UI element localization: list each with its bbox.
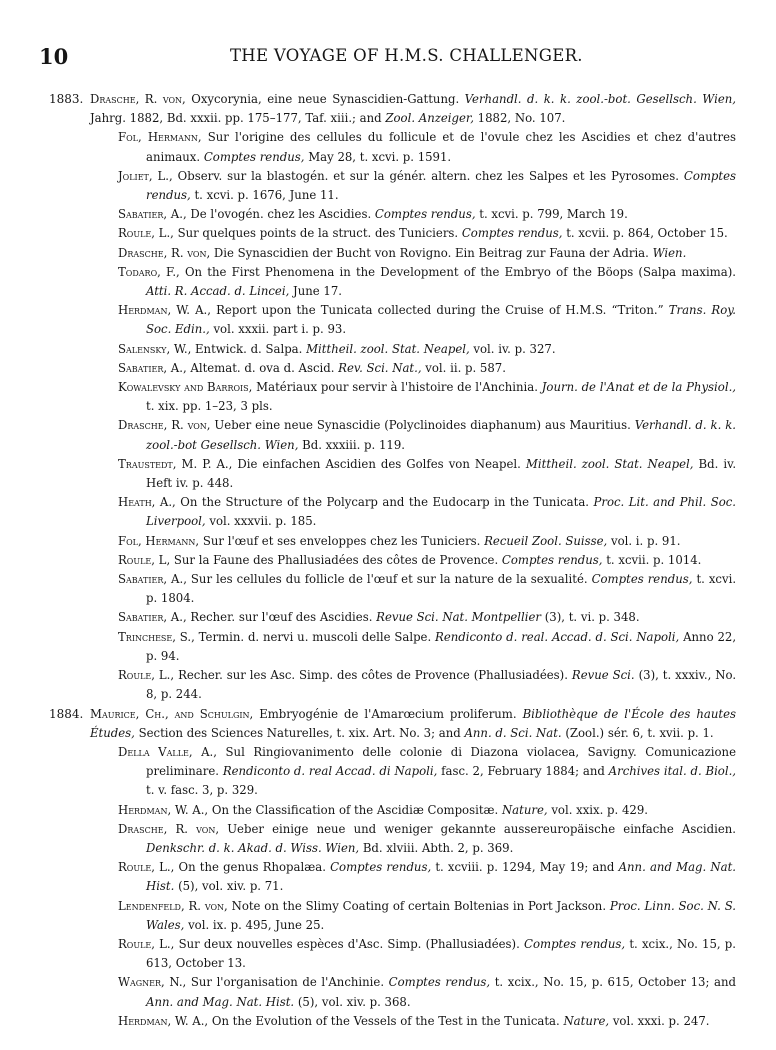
- entry-title: Die einfachen Ascidien des Golfes von Neapel.: [237, 456, 521, 471]
- entry-details: t. xcix., No. 15, p. 613, October 13.: [146, 936, 736, 971]
- bibliography-entry: [118, 532, 736, 551]
- entry-title: Oxycorynia, eine neue Synascidien-Gattung.: [191, 92, 460, 106]
- bibliography-entry: [118, 820, 736, 858]
- entry-author: Roule, L.,: [118, 936, 175, 951]
- entry-author: Fol, Hermann,: [118, 130, 202, 145]
- bibliography-entry: [118, 378, 736, 416]
- entry-title: Entwick. d. Salpa.: [195, 341, 303, 356]
- bibliography-entry: [118, 666, 736, 704]
- year-group: [0, 705, 776, 1031]
- bibliography-entry: [118, 1012, 736, 1031]
- entry-source-secondary: Ann. d. Sci. Nat.: [464, 725, 562, 740]
- entry-author: Drasche, R. von,: [118, 821, 220, 836]
- entry-author: Heath, A.,: [118, 495, 176, 510]
- entry-details: t. xcvi. p. 799, March 19.: [479, 207, 628, 222]
- entry-details: vol. ii. p. 587.: [425, 360, 506, 375]
- bibliography-entry: [90, 90, 736, 128]
- entry-details: Jahrg. 1882, Bd. xxxii. pp. 175–177, Taf. xiii.; and: [90, 111, 382, 126]
- page-header: [0, 44, 776, 70]
- entry-details: Section des Sciences Naturelles, t. xix. Art. No. 3; and: [138, 725, 461, 740]
- bibliography-entry: [118, 301, 736, 339]
- entry-details-secondary: t. v. fasc. 3, p. 329.: [146, 783, 258, 798]
- entry-source: Rev. Sci. Nat.,: [338, 360, 422, 375]
- entry-source: Comptes rendus,: [524, 936, 626, 951]
- entry-title: Sur quelques points de la struct. des Tuniciers.: [177, 226, 459, 241]
- entry-source: Comptes rendus,: [591, 572, 693, 587]
- entry-title: Sur l'œuf et ses enveloppes chez les Tuniciers.: [202, 533, 481, 548]
- bibliography-entry: [118, 570, 736, 608]
- entry-source: Proc. Lit. and Phil. Soc. Liverpool,: [146, 495, 736, 529]
- entry-source: Comptes rendus,: [330, 860, 432, 875]
- entry-source-secondary: Archives ital. d. Biol.,: [608, 764, 737, 779]
- entry-source: Revue Sci. Nat. Montpellier: [376, 610, 542, 625]
- entry-details: t. xcviii. p. 1294, May 19; and: [435, 860, 615, 875]
- bibliography-entry: [118, 244, 736, 263]
- bibliography-entry: [118, 628, 736, 666]
- bibliography-entry: [118, 801, 736, 820]
- entry-author: Drasche, R. von,: [118, 418, 211, 433]
- entry-details: vol. iv. p. 327.: [473, 341, 556, 356]
- entry-title: Recher. sur les Asc. Simp. des côtes de Provence (Phallusiadées).: [178, 668, 568, 683]
- entry-details: t. xcvi. p. 1804.: [146, 572, 737, 606]
- bibliography-entry: [118, 608, 736, 627]
- entry-title: Sur l'origine des cellules du follicule et de l'ovule chez les Ascidies et chez d'autres animaux.: [146, 130, 736, 164]
- entry-title: On the Evolution of the Vessels of the Test in the Tunicata.: [211, 1013, 560, 1028]
- bibliography-entry: [118, 493, 736, 531]
- bibliography-entry: [118, 743, 736, 801]
- entry-author: Drasche, R. von,: [118, 245, 211, 260]
- entry-author: Sabatier, A.,: [118, 360, 187, 375]
- entry-source: Mittheil. zool. Stat. Neapel,: [306, 341, 470, 356]
- entry-author: Joliet, L.,: [118, 168, 173, 183]
- bibliography-entry: [118, 205, 736, 224]
- entry-author: Roule, L.,: [118, 668, 175, 683]
- page-number: 10: [39, 44, 69, 69]
- bibliography-entry: [118, 167, 736, 205]
- bibliography-entry: [118, 263, 736, 301]
- entry-details-secondary: (Zool.) sér. 6, t. xvii. p. 1.: [565, 725, 714, 740]
- entry-title: Sur la Faune des Phallusiadées des côtes de Provence.: [173, 552, 499, 567]
- entry-author: Sabatier, A.,: [118, 610, 187, 625]
- bibliography-entry: [118, 897, 736, 935]
- entry-author: Salensky, W.,: [118, 341, 192, 356]
- entry-author: Herdman, W. A.,: [118, 1013, 209, 1028]
- entry-author: Herdman, W. A.,: [118, 802, 209, 817]
- entry-source: Journ. de l'Anat et de la Physiol.,: [541, 380, 737, 395]
- entry-author: Kowalevsky and Barrois,: [118, 380, 253, 395]
- entry-author: Trinchese, S.,: [118, 629, 195, 644]
- entry-author: Maurice, Ch., and Schulgin,: [90, 706, 254, 721]
- entry-source: Verhandl. d. k. k. zool.-bot Gesellsch. Wien,: [146, 418, 736, 452]
- entry-source: Denkschr. d. k. Akad. d. Wiss. Wien,: [146, 840, 360, 855]
- entry-source: Comptes rendus,: [146, 168, 737, 203]
- entry-details: t. xcvii. p. 1014.: [606, 552, 702, 567]
- entry-details: t. xcix., No. 15, p. 615, October 13; and: [494, 975, 736, 990]
- entry-source: Proc. Linn. Soc. N. S. Wales,: [146, 898, 737, 932]
- entry-author: Roule, L.,: [118, 226, 174, 241]
- entry-source-secondary: Zool. Anzeiger,: [385, 111, 474, 126]
- entry-source: Wien.: [652, 245, 687, 260]
- bibliography-entry: [118, 340, 736, 359]
- entry-author: Lendenfeld, R. von,: [118, 898, 228, 913]
- entry-title: De l'ovogén. chez les Ascidies.: [190, 207, 372, 222]
- entry-title: Ueber eine neue Synascidie (Polyclinoides diaphanum) aus Mauritius.: [214, 418, 631, 433]
- entry-title: Report upon the Tunicata collected during the Cruise of H.M.S. “Triton.”: [216, 303, 664, 318]
- bibliography-entry: [118, 455, 736, 493]
- entry-source: Atti. R. Accad. d. Lincei,: [146, 284, 290, 299]
- entry-details: t. xcvii. p. 864, October 15.: [566, 226, 728, 241]
- entry-source: Rendiconto d. real Accad. di Napoli,: [222, 764, 438, 779]
- entry-source: Recueil Zool. Suisse,: [484, 533, 608, 548]
- entry-details: vol. i. p. 91.: [611, 533, 681, 548]
- entry-title: Ueber einige neue und weniger gekannte aussereuropäische einfache Ascidien.: [227, 821, 736, 836]
- year-label: 1883.: [49, 92, 84, 106]
- entry-details: Bd. iv. Heft iv. p. 448.: [146, 456, 737, 491]
- entry-source: Mittheil. zool. Stat. Neapel,: [525, 456, 694, 471]
- entry-source: Bibliothèque de l'École des hautes Études,: [90, 706, 736, 740]
- entry-details: (3), t. vi. p. 348.: [544, 610, 640, 625]
- entry-source: Nature,: [563, 1013, 610, 1028]
- running-title: THE VOYAGE OF H.M.S. CHALLENGER.: [230, 46, 583, 65]
- entry-details: Bd. xlviii. Abth. 2, p. 369.: [362, 840, 514, 855]
- entry-title: Die Synascidien der Bucht von Rovigno. Ein Beitrag zur Fauna der Adria.: [213, 245, 649, 260]
- entry-title: On the First Phenomena in the Development of the Embryo of the Böops (Salpa maxima).: [184, 264, 737, 279]
- entry-details: Bd. xxxiii. p. 119.: [302, 437, 405, 452]
- year-label: 1884.: [49, 706, 84, 721]
- bibliography: [0, 90, 776, 1040]
- bibliography-entry: [118, 224, 736, 243]
- entry-source-secondary: Ann. and Mag. Nat. Hist.: [146, 994, 295, 1009]
- entry-details: (3), t. xxxiv., No. 8, p. 244.: [146, 668, 737, 702]
- entry-details: fasc. 2, February 1884; and: [441, 764, 605, 779]
- bibliography-entry: [118, 416, 736, 454]
- entry-author: Herdman, W. A.,: [118, 303, 211, 318]
- entry-author: Roule, L.,: [118, 860, 175, 875]
- entry-details: vol. ix. p. 495, June 25.: [188, 917, 325, 932]
- entry-details: June 17.: [293, 284, 342, 299]
- entry-source: Comptes rendus,: [203, 149, 305, 164]
- entry-title: Sur l'organisation de l'Anchinie.: [190, 975, 385, 990]
- entry-details: t. xcvi. p. 1676, June 11.: [194, 188, 339, 203]
- entry-details: vol. xxxvii. p. 185.: [209, 514, 317, 529]
- entry-author: Fol, Hermann,: [118, 533, 200, 548]
- entry-details: Anno 22, p. 94.: [146, 629, 737, 663]
- entry-title: Termin. d. nervi u. muscoli delle Salpe.: [198, 629, 432, 644]
- entry-details: May 28, t. xcvi. p. 1591.: [308, 149, 452, 164]
- entry-title: Note on the Slimy Coating of certain Boltenias in Port Jackson.: [231, 898, 607, 913]
- entry-title: On the Classification of the Ascidiæ Compositæ.: [211, 802, 499, 817]
- entry-author: Roule, L,: [118, 552, 171, 567]
- entry-title: Observ. sur la blastogén. et sur la génér. altern. chez les Salpes et les Pyrosomes.: [177, 168, 679, 183]
- entry-source: Comptes rendus,: [501, 552, 603, 567]
- entry-source-secondary: Ann. and Mag. Nat. Hist.: [146, 860, 737, 894]
- entry-source: Nature,: [501, 802, 548, 817]
- entry-author: Wagner, N.,: [118, 975, 187, 990]
- entry-source: Trans. Roy. Soc. Edin.,: [146, 303, 737, 337]
- entry-title: On the genus Rhopalæa.: [178, 860, 326, 875]
- bibliography-entry: [118, 359, 736, 378]
- entry-details: vol. xxix. p. 429.: [551, 802, 648, 817]
- entry-title: Sul Ringiovanimento delle colonie di Diazona violacea, Savigny. Comunicazione preliminare.: [146, 744, 737, 779]
- entry-author: Traustedt, M. P. A.,: [118, 456, 233, 471]
- bibliography-entry: [118, 973, 736, 1011]
- entry-author: Sabatier, A.,: [118, 572, 187, 587]
- bibliography-entry: [90, 705, 736, 743]
- entry-source: Rendiconto d. real. Accad. d. Sci. Napoli,: [435, 629, 680, 644]
- entry-details: vol. xxxi. p. 247.: [612, 1013, 710, 1028]
- entry-details: vol. xxxii. part i. p. 93.: [213, 322, 347, 337]
- entry-title: On the Structure of the Polycarp and the Eudocarp in the Tunicata.: [180, 495, 590, 510]
- entry-details-secondary: (5), vol. xiv. p. 368.: [297, 994, 411, 1009]
- entry-details-secondary: 1882, No. 107.: [477, 111, 566, 126]
- entry-source: Verhandl. d. k. k. zool.-bot. Gesellsch. Wien,: [464, 92, 736, 106]
- entry-source: Revue Sci.: [571, 668, 635, 683]
- year-group: [0, 90, 776, 705]
- entry-source: Comptes rendus,: [374, 207, 476, 222]
- entry-title: Embryogénie de l'Amarœcium proliferum.: [259, 706, 517, 721]
- bibliography-entry: [118, 935, 736, 973]
- bibliography-entry: [118, 551, 736, 570]
- entry-title: Matériaux pour servir à l'histoire de l'Anchinia.: [256, 380, 538, 395]
- entry-source: Comptes rendus,: [388, 975, 491, 990]
- bibliography-entry: [118, 128, 736, 166]
- entry-details: t. xix. pp. 1–23, 3 pls.: [146, 399, 273, 414]
- entry-title: Sur deux nouvelles espèces d'Asc. Simp. (Phallusiadées).: [178, 936, 520, 951]
- entry-title: Sur les cellules du follicle de l'œuf et sur la nature de la sexualité.: [190, 572, 588, 587]
- entry-author: Della Valle, A.,: [118, 744, 217, 759]
- bibliography-entry: [118, 858, 736, 896]
- entry-author: Todaro, F.,: [118, 264, 180, 279]
- entry-source: Comptes rendus,: [461, 226, 563, 241]
- entry-title: Altemat. d. ova d. Ascid.: [190, 360, 335, 375]
- entry-title: Recher. sur l'œuf des Ascidies.: [190, 610, 373, 625]
- entry-author: Drasche, R. von,: [90, 92, 186, 106]
- entry-details-secondary: (5), vol. xiv. p. 71.: [178, 879, 284, 894]
- entry-author: Sabatier, A.,: [118, 207, 187, 222]
